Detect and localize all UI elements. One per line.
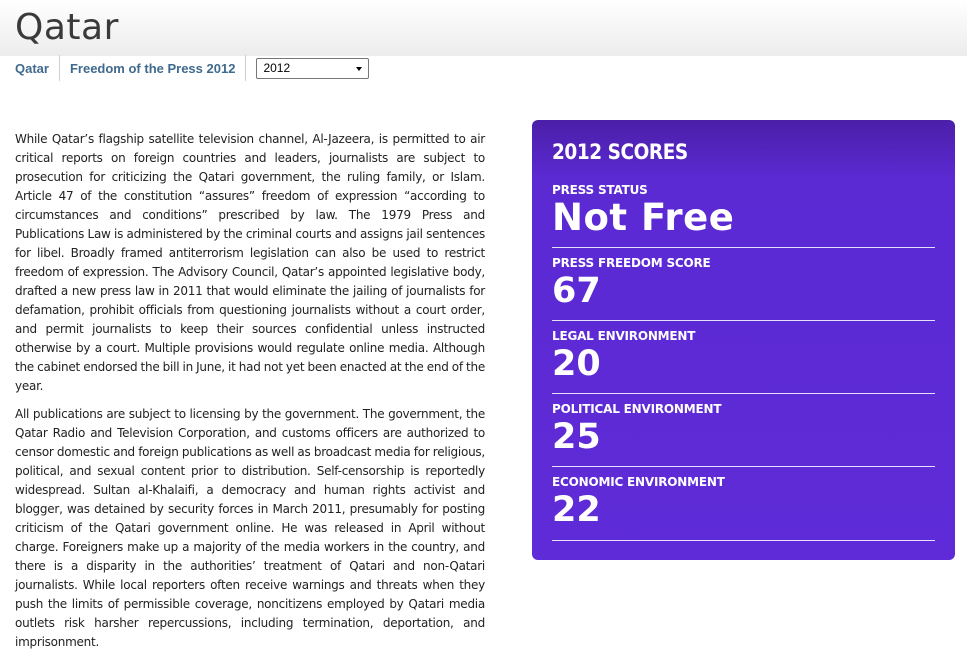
narrative-paragraph: All publications are subject to licensing by the government. The government, the Qatar Radio and Television Corporation, and customs officers are authorized to censor domestic and foreign publications as well as broadcast media for religious, political, and sexual content prior to distribution. Self-censorship is reportedly widespread. Sultan al-Khalaifi, a democracy and human rights activist and blogger, was detained by security forces in March 2011, presumably for posting criticism of the Qatari government online. He was released in April without charge. Foreigners make up a majority of the media workers in the country, and there is a disparity in the authorities’ treatment of Qatari and non-Qatari journalists. While local reporters often receive warnings and threats when they push the limits of permissible coverage, noncitizens employed by Qatari media outlets risk harsher repercussions, including termination, deportation, and imprisonment.	[15, 407, 485, 649]
breadcrumb-country-link[interactable]: Qatar	[15, 60, 49, 76]
score-value: 25	[552, 417, 601, 457]
score-label: PRESS STATUS	[552, 183, 648, 197]
narrative-paragraph: While Qatar’s flagship satellite television channel, Al-Jazeera, is permitted to air critical reports on foreign countries and leaders, journalists are subject to prosecution for criticizing the Qatari government, the ruling family, or Islam. Article 47 of the constitution “assures” freedom of expression “according to circumstances and conditions” prescribed by law. The 1979 Press and Publications Law is administered by the criminal courts and assigns jail sentences for libel. Broadly framed antiterrorism legislation can also be used to restrict freedom of expression. The Advisory Council, Qatar’s appointed legislative body, drafted a new press law in 2011 that would eliminate the jailing of journalists for defamation, prohibit officials from questioning journalists without a court order, and permit journalists to keep their sources confidential unless instructed otherwise by a court. Multiple provisions would regulate online media. Although the cabinet endorsed the bill in June, it had not yet been enacted at the end of the year.	[15, 132, 485, 393]
narrative-text	[15, 130, 485, 661]
score-label: LEGAL ENVIRONMENT	[552, 329, 696, 343]
breadcrumb	[15, 55, 369, 81]
scores-title: 2012 SCORES	[552, 140, 688, 164]
year-select[interactable]	[256, 58, 369, 79]
score-political-environment	[552, 402, 935, 467]
scores-card	[532, 120, 955, 560]
score-label: POLITICAL ENVIRONMENT	[552, 402, 722, 416]
breadcrumb-report-link[interactable]: Freedom of the Press 2012	[69, 60, 236, 76]
year-select-value: 2012	[263, 60, 291, 75]
breadcrumb-divider	[245, 55, 246, 81]
breadcrumb-divider	[59, 55, 60, 81]
score-label: PRESS FREEDOM SCORE	[552, 256, 711, 270]
header-band	[0, 0, 967, 56]
score-legal-environment	[552, 329, 935, 394]
score-value: 22	[552, 490, 601, 530]
score-label: ECONOMIC ENVIRONMENT	[552, 475, 725, 489]
score-press-freedom	[552, 256, 935, 321]
chevron-down-icon	[356, 67, 362, 71]
page-title: Qatar	[15, 7, 119, 48]
score-economic-environment	[552, 475, 935, 541]
score-value: Not Free	[552, 196, 735, 239]
score-value: 67	[552, 271, 601, 311]
score-value: 20	[552, 344, 601, 384]
score-press-status	[552, 183, 935, 248]
